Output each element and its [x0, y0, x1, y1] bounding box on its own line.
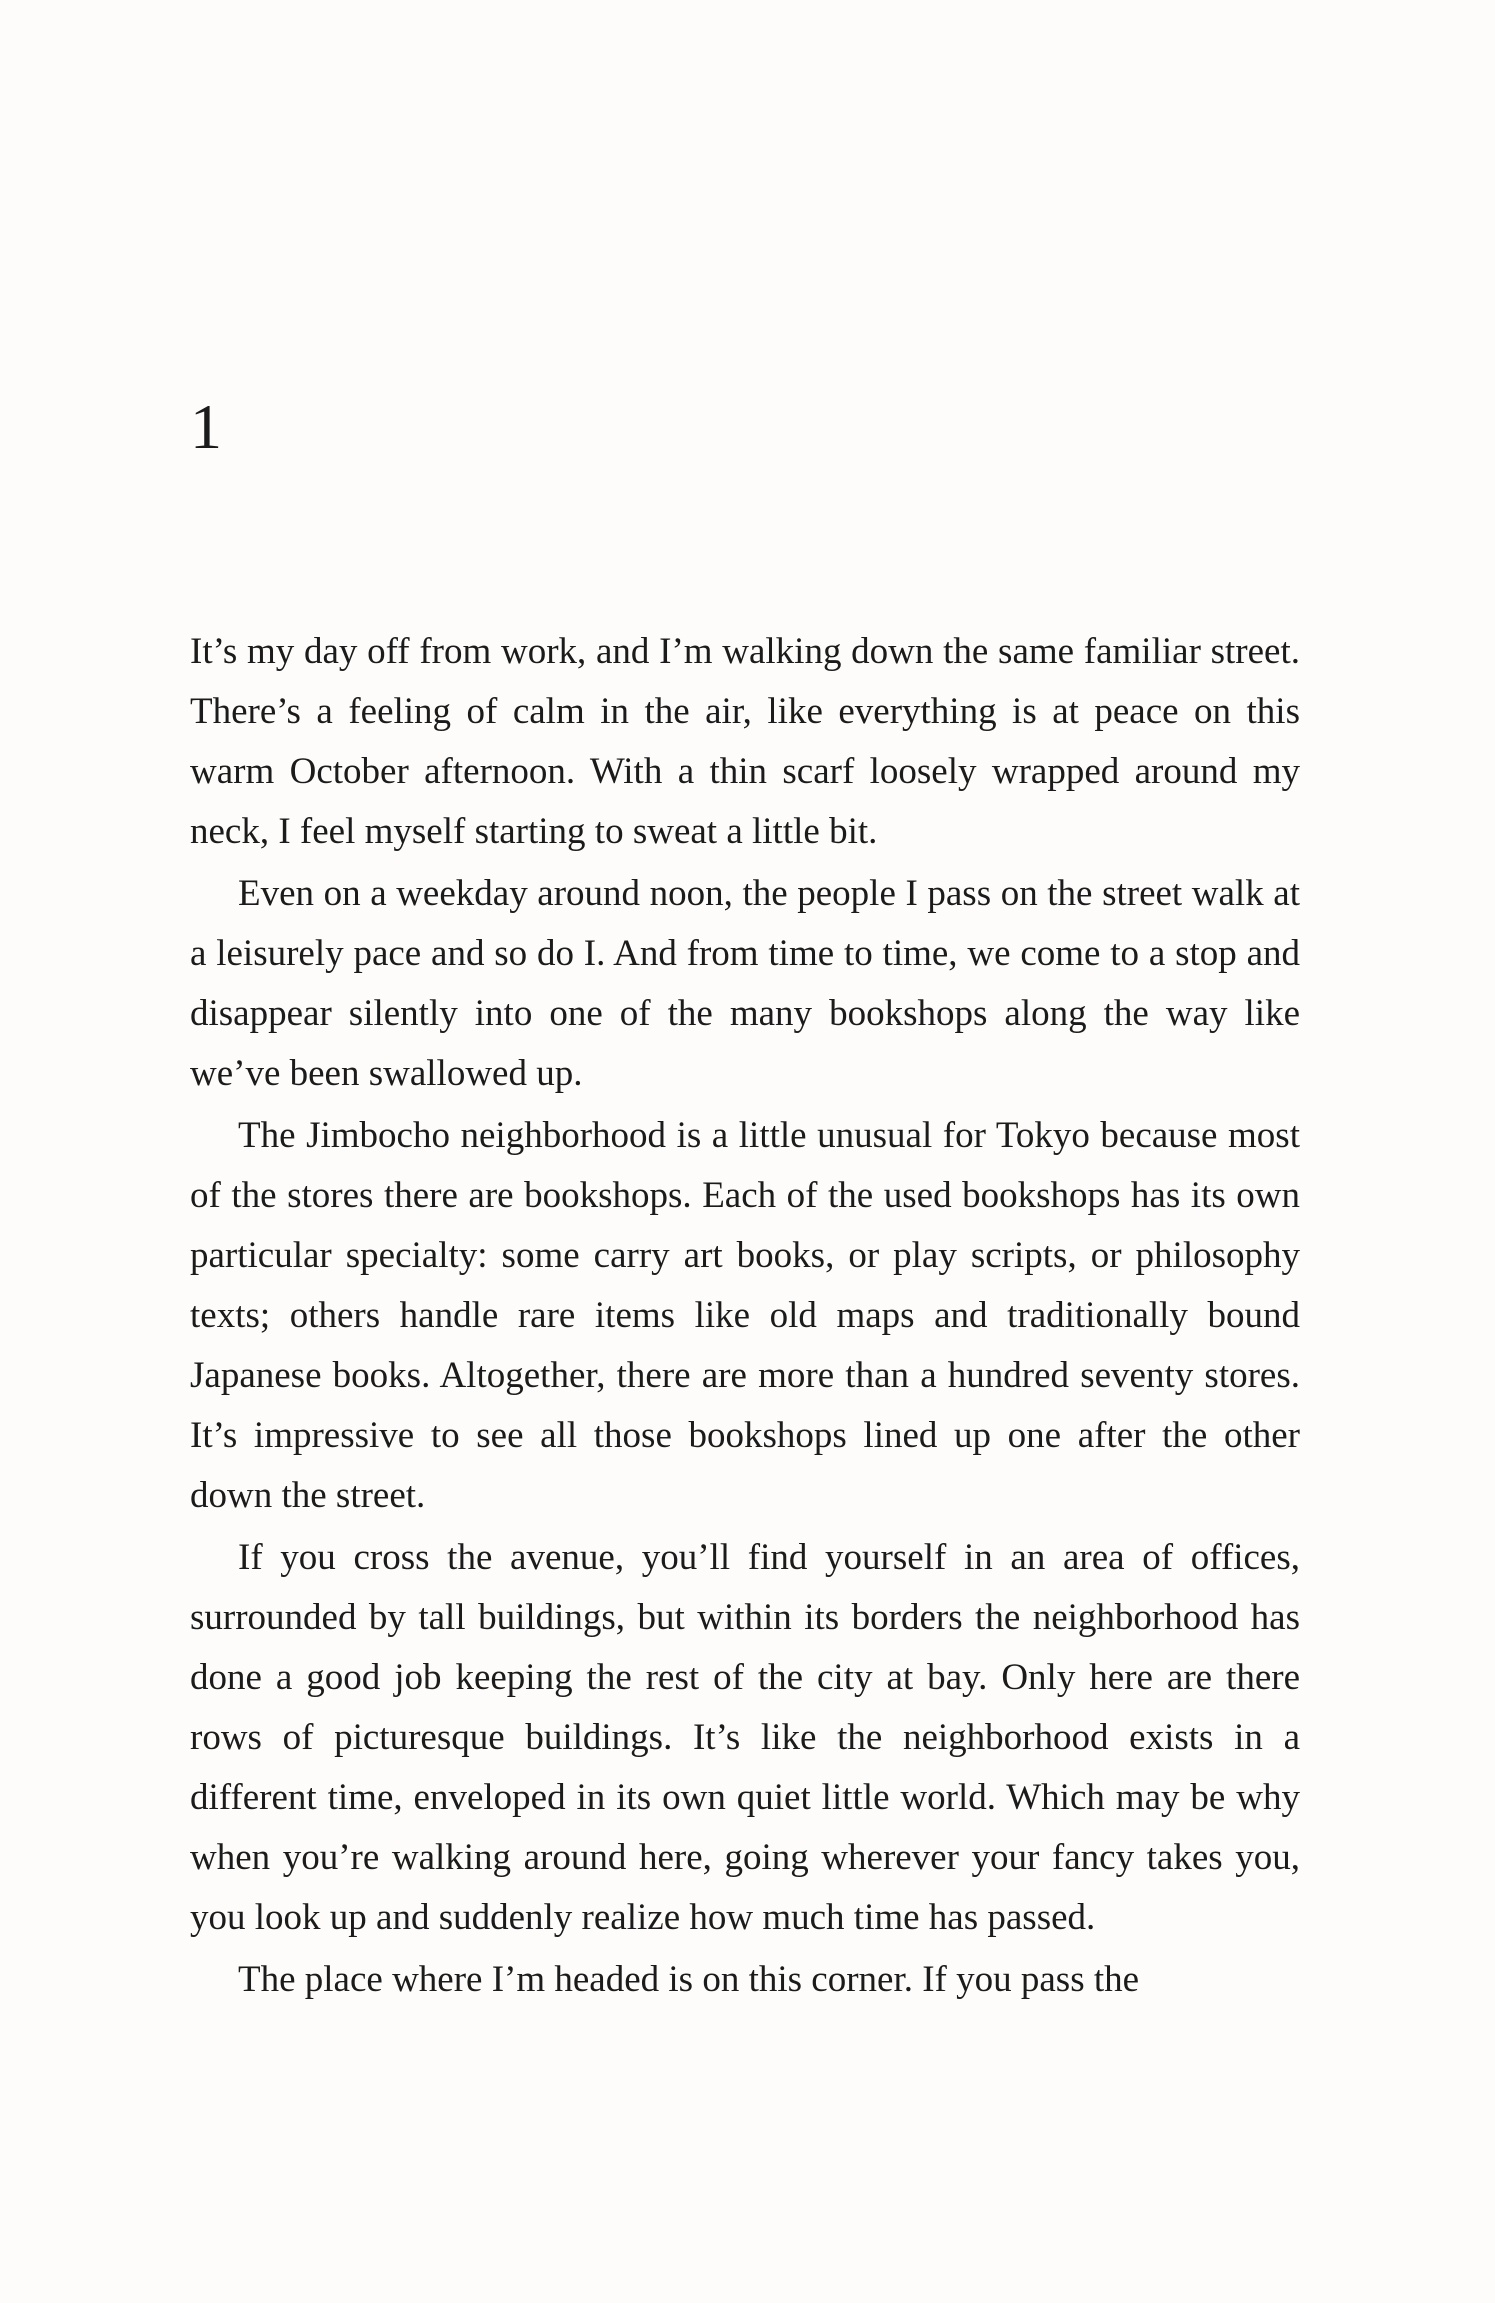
chapter-body [190, 622, 1300, 2012]
paragraph: The place where I’m headed is on this corner. If you pass the [238, 1959, 1140, 2000]
paragraph: If you cross the avenue, you’ll find yourself in an area of offices, surrounded by tall buildings, but within its borders the neighborhood has done a good job keeping the rest of the city at bay. Only here are there rows of picturesque buildings. It’s like the neighborhood exists in a different time, enveloped in its own quiet little world. Which may be why when you’re walking around here, going wherever your fancy takes you, you look up and suddenly realize how much time has passed. [190, 1537, 1300, 1938]
paragraph: Even on a weekday around noon, the people I pass on the street walk at a leisurely pace and so do I. And from time to time, we come to a stop and disappear silently into one of the many bookshops along the way like we’ve been swallowed up. [190, 873, 1300, 1094]
paragraph: The Jimbocho neighborhood is a little unusual for Tokyo because most of the stores there are bookshops. Each of the used bookshops has its own particular specialty: some carry art books, or play scripts, or philosophy texts; others handle rare items like old maps and traditionally bound Japanese books. Altogether, there are more than a hundred seventy stores. It’s impressive to see all those bookshops lined up one after the other down the street. [190, 1115, 1300, 1516]
chapter-number: 1 [190, 391, 222, 462]
paragraph: It’s my day off from work, and I’m walking down the same familiar street. There’s a feeling of calm in the air, like everything is at peace on this warm October afternoon. With a thin scarf loosely wrapped around my neck, I feel myself starting to sweat a little bit. [190, 631, 1300, 852]
